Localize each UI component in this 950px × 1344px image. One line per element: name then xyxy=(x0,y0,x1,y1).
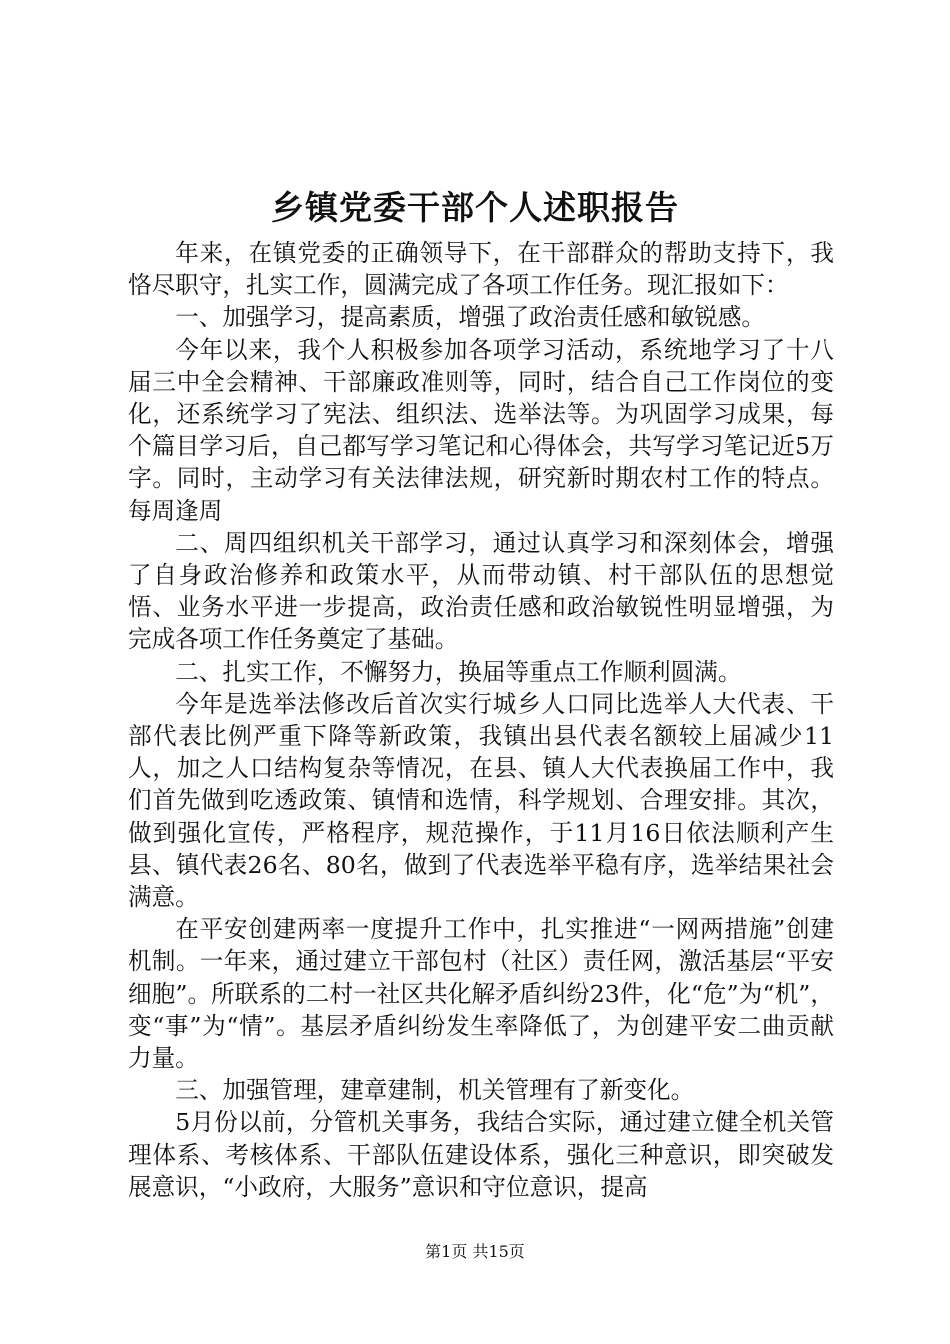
section-heading: 一、加强学习，提高素质，增强了政治责任感和敏锐感。 xyxy=(175,303,766,332)
document-title: 乡镇党委干部个人述职报告 xyxy=(271,188,679,227)
paragraph: 年来，在镇党委的正确领导下，在干部群众的帮助支持下，我恪尽职守，扎实工作，圆满完成了各项工作任务。现汇报如下： xyxy=(128,239,834,300)
paragraph: 5月份以前，分管机关事务，我结合实际，通过建立健全机关管理体系、考核体系、干部队伍建设体系，强化三种意识，即突破发展意识，“小政府，大服务”意识和守位意识，提高 xyxy=(128,1108,834,1201)
paragraph: 今年以来，我个人积极参加各项学习活动，系统地学习了十八届三中全会精神、干部廉政准则等，同时，结合自己工作岗位的变化，还系统学习了宪法、组织法、选举法等。为巩固学习成果，每个篇目学习后，自己都写学习笔记和心得体会，共写学习笔记近5万字。同时，主动学习有关法律法规，研究新时期农村工作的特点。每周逢周 xyxy=(128,335,834,525)
paragraph: 二、周四组织机关干部学习，通过认真学习和深刻体会，增强了自身政治修养和政策水平，从而带动镇、村干部队伍的思想觉悟、业务水平进一步提高，政治责任感和政治敏锐性明显增强，为完成各项工作任务奠定了基础。 xyxy=(128,528,834,654)
page-number-footer: 第1页 共15页 xyxy=(425,1242,525,1261)
paragraph: 今年是选举法修改后首次实行城乡人口同比选举人大代表、干部代表比例严重下降等新政策，我镇出县代表名额较上届减少11人，加之人口结构复杂等情况，在县、镇人大代表换届工作中，我们首先做到吃透政策、镇情和选情，科学规划、合理安排。其次，做到强化宣传，严格程序，规范操作，于11月16日依法顺利产生县、镇代表26名、80名，做到了代表选举平稳有序，选举结果社会满意。 xyxy=(128,689,834,912)
document-body xyxy=(128,237,834,1203)
section-heading: 三、加强管理，建章建制，机关管理有了新变化。 xyxy=(175,1076,695,1105)
section-heading: 二、扎实工作，不懈努力，换届等重点工作顺利圆满。 xyxy=(175,657,742,686)
paragraph: 在平安创建两率一度提升工作中，扎实推进“一网两措施”创建机制。一年来，通过建立干部包村（社区）责任网，激活基层“平安细胞”。所联系的二村一社区共化解矛盾纠纷23件，化“危”为“机”，变“事”为“情”。基层矛盾纠纷发生率降低了，为创建平安二曲贡献力量。 xyxy=(128,915,834,1073)
